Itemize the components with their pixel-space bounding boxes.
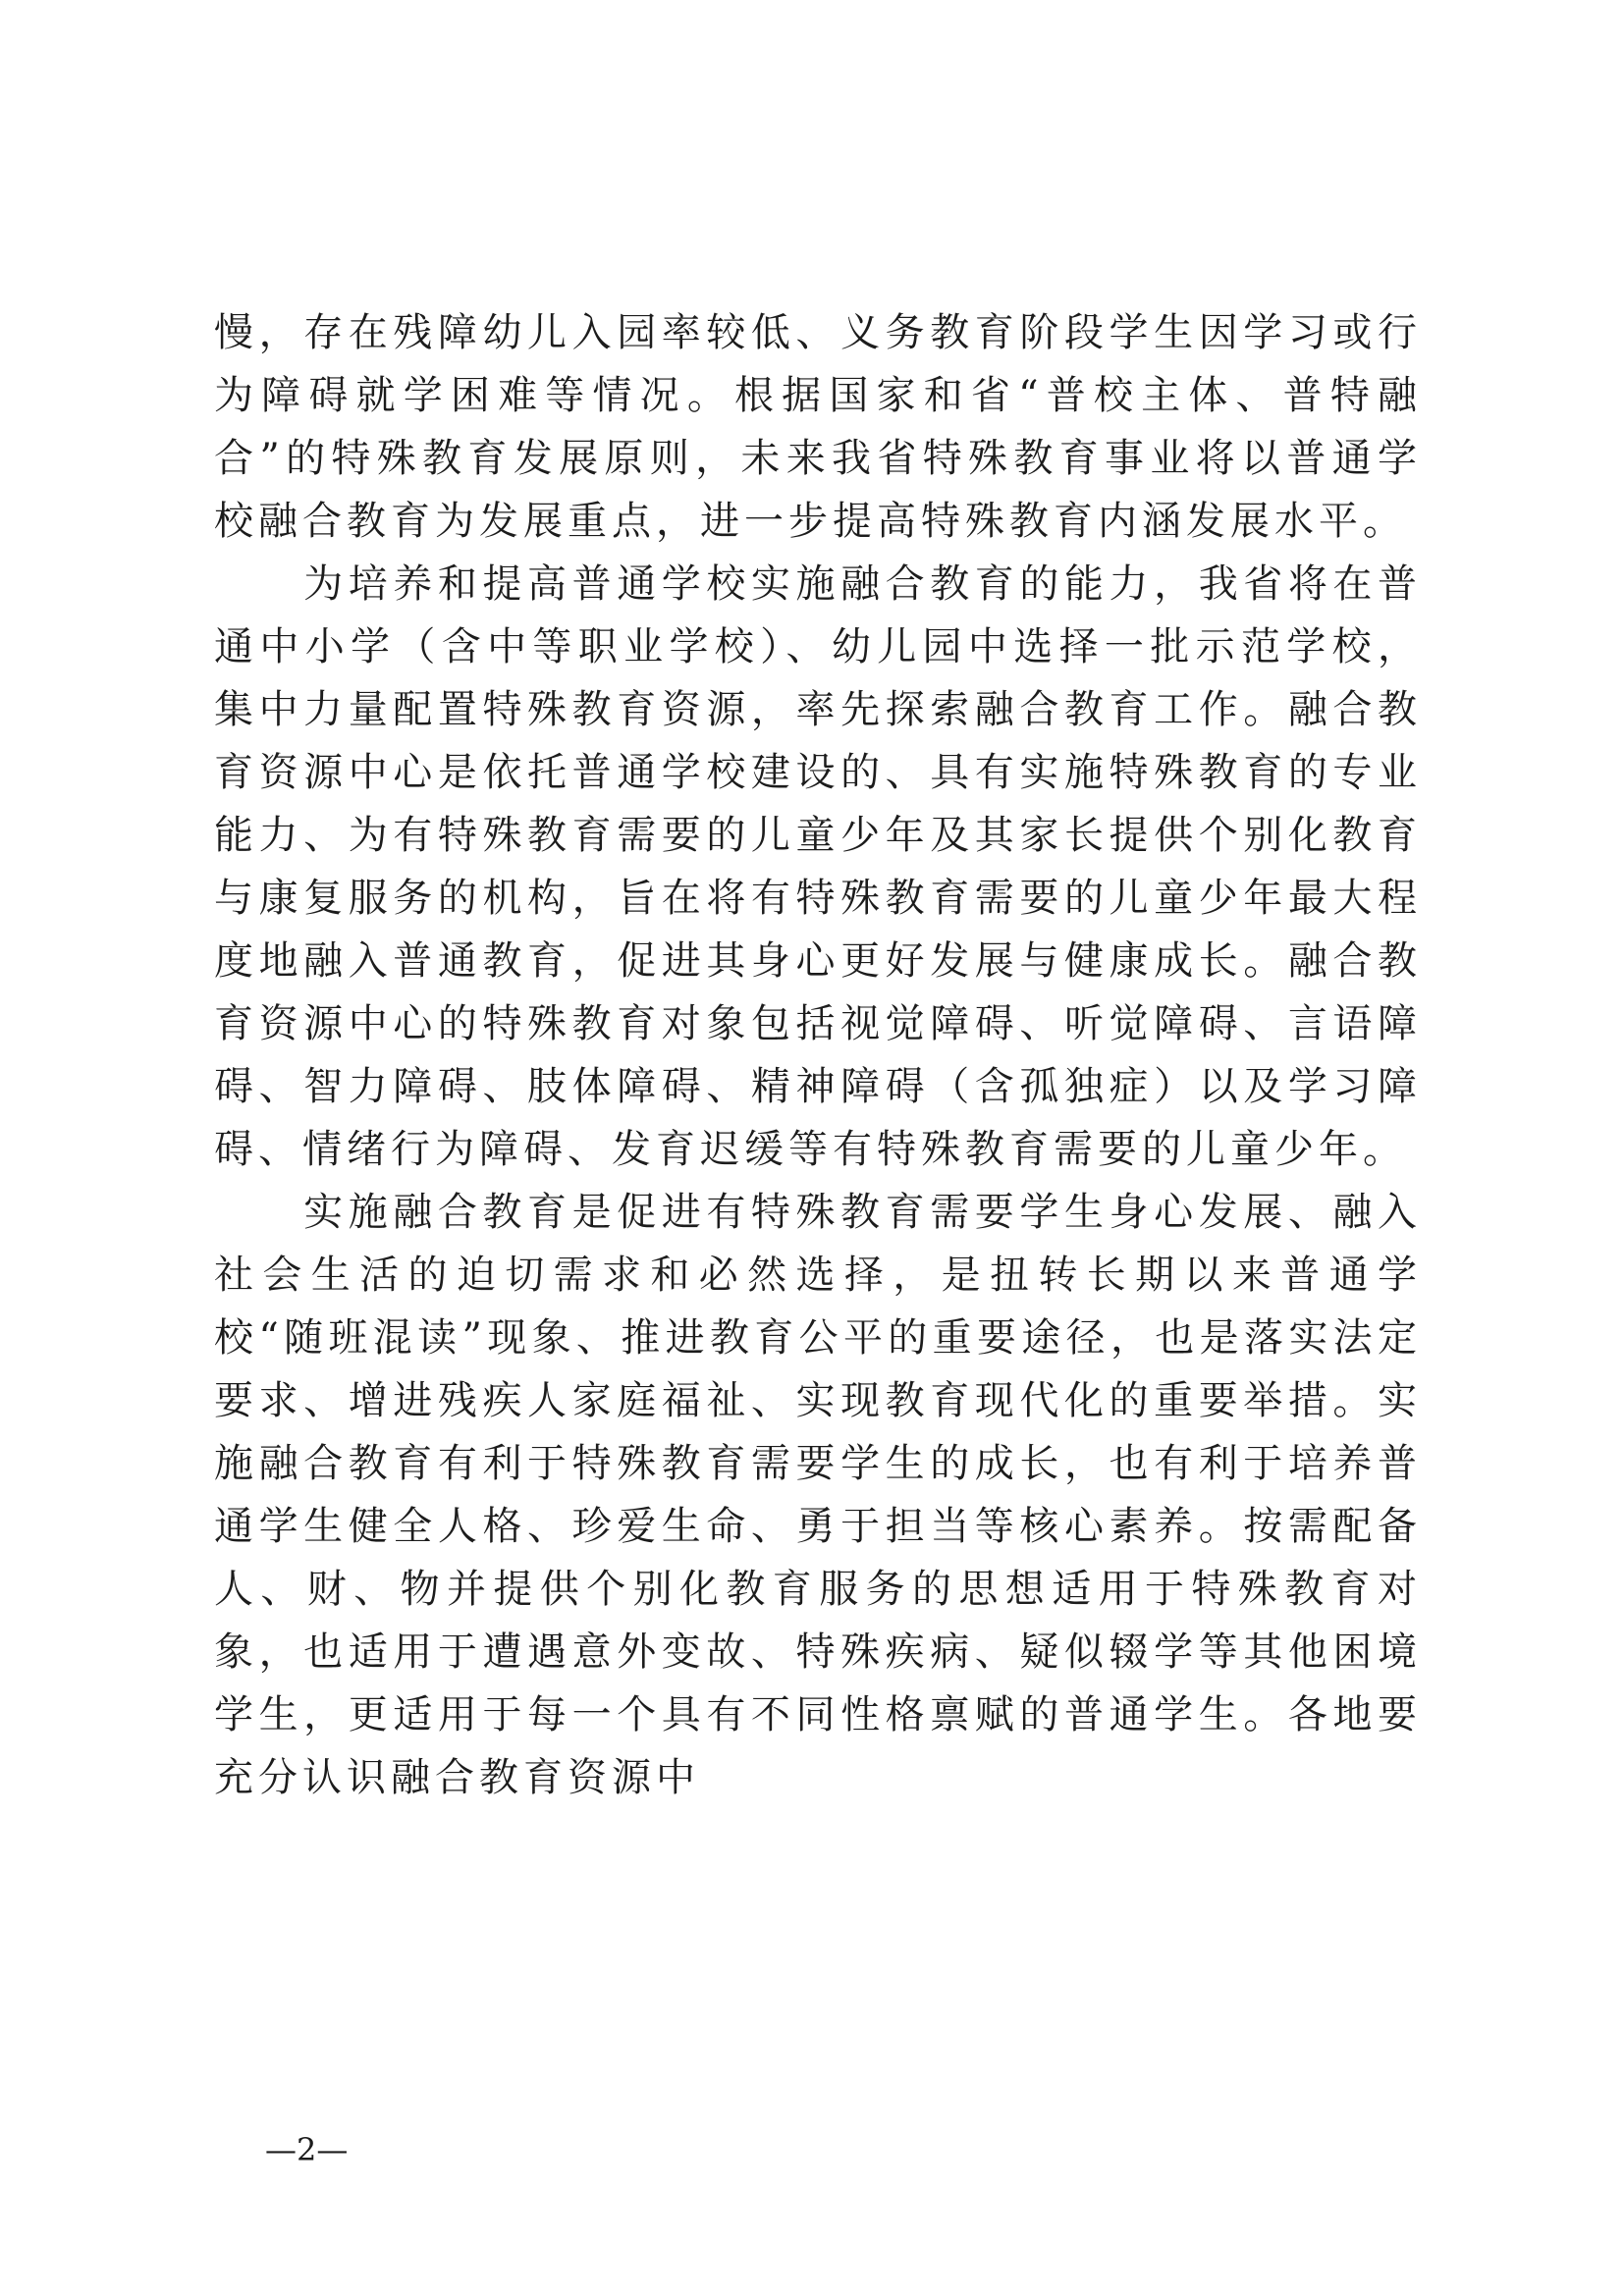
page-number: —2— [265, 2131, 349, 2168]
paragraph-continuation: 慢，存在残障幼儿入园率较低、义务教育阶段学生因学习或行为障碍就学困难等情况。根据国家和省“普校主体、普特融合”的特殊教育发展原则，未来我省特殊教育事业将以普通学校融合教育为发展重点，进一步提高特殊教育内涵发展水平。 [214, 310, 1422, 544]
paragraph-significance: 实施融合教育是促进有特殊教育需要学生身心发展、融入社会生活的迫切需求和必然选择，是扭转长期以来普通学校“随班混读”现象、推进教育公平的重要途径，也是落实法定要求、增进残疾人家庭福祉、实现教育现代化的重要举措。实施融合教育有利于特殊教育需要学生的成长，也有利于培养普通学生健全人格、珍爱生命、勇于担当等核心素养。按需配备人、财、物并提供个别化教育服务的思想适用于特殊教育对象，也适用于遭遇意外变故、特殊疾病、疑似辍学等其他困境学生，更适用于每一个具有不同性格禀赋的普通学生。各地要充分认识融合教育资源中 [214, 1190, 1422, 1800]
document-body [214, 301, 1422, 1809]
paragraph-inclusive-centers: 为培养和提高普通学校实施融合教育的能力，我省将在普通中小学（含中等职业学校）、幼儿园中选择一批示范学校，集中力量配置特殊教育资源，率先探索融合教育工作。融合教育资源中心是依托普通学校建设的、具有实施特殊教育的专业能力、为有特殊教育需要的儿童少年及其家长提供个别化教育与康复服务的机构，旨在将有特殊教育需要的儿童少年最大程度地融入普通教育，促进其身心更好发展与健康成长。融合教育资源中心的特殊教育对象包括视觉障碍、听觉障碍、言语障碍、智力障碍、肢体障碍、精神障碍（含孤独症）以及学习障碍、情绪行为障碍、发育迟缓等有特殊教育需要的儿童少年。 [214, 561, 1422, 1172]
